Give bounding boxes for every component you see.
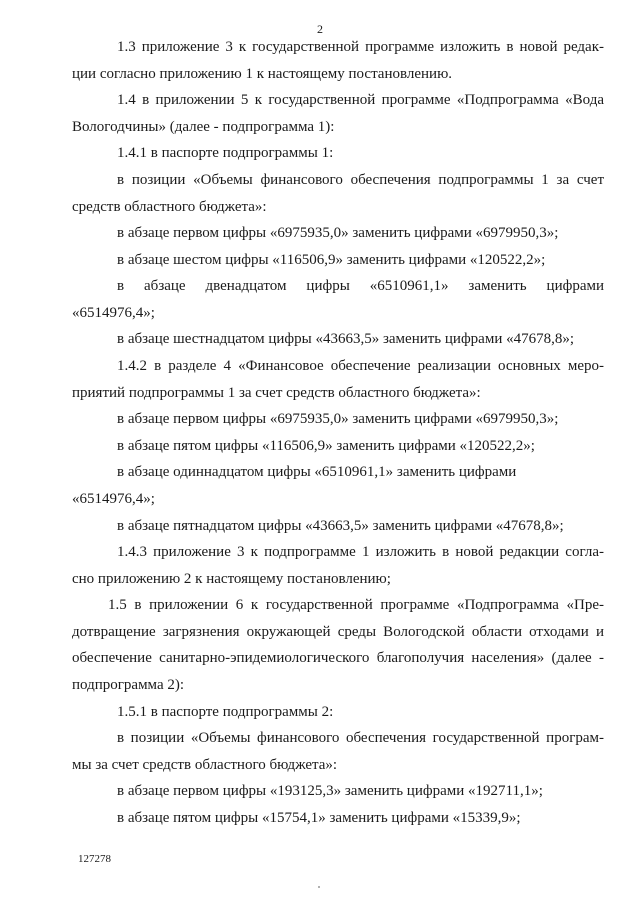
- text-line: в абзаце пятнадцатом цифры «43663,5» заменить цифрами «47678,8»;: [117, 518, 564, 534]
- text-line: средств областного бюджета»:: [72, 199, 267, 215]
- text-line: в абзаце первом цифры «6975935,0» заменить цифрами «6979950,3»;: [117, 411, 559, 427]
- text-line: в абзаце первом цифры «193125,3» заменить цифрами «192711,1»;: [117, 783, 543, 799]
- text-line: в абзаце первом цифры «6975935,0» заменить цифрами «6979950,3»;: [117, 225, 559, 241]
- text-line: дотвращение загрязнения окружающей среды Вологодской области отходами и: [72, 624, 604, 640]
- text-line: в позиции «Объемы финансового обеспечения подпрограммы 1 за счет: [117, 172, 604, 188]
- text-line: в абзаце одиннадцатом цифры «6510961,1» заменить цифрами: [117, 464, 517, 480]
- text-line: в абзаце шестом цифры «116506,9» заменить цифрами «120522,2»;: [117, 252, 546, 268]
- text-line: 1.4 в приложении 5 к государственной программе «Подпрограмма «Вода: [117, 92, 604, 108]
- text-line: Вологодчины» (далее - подпрограмма 1):: [72, 119, 335, 135]
- text-line: в позиции «Объемы финансового обеспечения государственной програм-: [117, 730, 604, 746]
- text-line: подпрограмма 2):: [72, 677, 185, 693]
- text-line: «6514976,4»;: [72, 491, 155, 507]
- text-line: приятий подпрограммы 1 за счет средств областного бюджета»:: [72, 385, 481, 401]
- text-line: 1.3 приложение 3 к государственной программе изложить в новой редак-: [117, 39, 604, 55]
- text-line: 1.5.1 в паспорте подпрограммы 2:: [117, 704, 334, 720]
- text-line: 1.4.2 в разделе 4 «Финансовое обеспечение реализации основных меро-: [117, 358, 604, 374]
- text-line: «6514976,4»;: [72, 305, 155, 321]
- text-line: обеспечение санитарно-эпидемиологического благополучия населения» (далее -: [72, 650, 604, 666]
- page-number: 2: [317, 22, 323, 36]
- text-line: в абзаце двенадцатом цифры «6510961,1» заменить цифрами: [117, 278, 604, 294]
- text-line: в абзаце пятом цифры «15754,1» заменить цифрами «15339,9»;: [117, 810, 521, 826]
- speck: [318, 886, 320, 888]
- text-line: ции согласно приложению 1 к настоящему постановлению.: [72, 66, 453, 82]
- text-line: сно приложению 2 к настоящему постановлению;: [72, 571, 391, 587]
- text-line: мы за счет средств областного бюджета»:: [72, 757, 338, 773]
- text-line: в абзаце пятом цифры «116506,9» заменить цифрами «120522,2»;: [117, 438, 535, 454]
- text-line: 1.4.1 в паспорте подпрограммы 1:: [117, 145, 334, 161]
- text-line: 1.4.3 приложение 3 к подпрограмме 1 изложить в новой редакции согла-: [117, 544, 604, 560]
- text-line: в абзаце шестнадцатом цифры «43663,5» заменить цифрами «47678,8»;: [117, 331, 575, 347]
- doc-code: 127278: [78, 853, 111, 865]
- text-line: 1.5 в приложении 6 к государственной программе «Подпрограмма «Пре-: [108, 597, 604, 613]
